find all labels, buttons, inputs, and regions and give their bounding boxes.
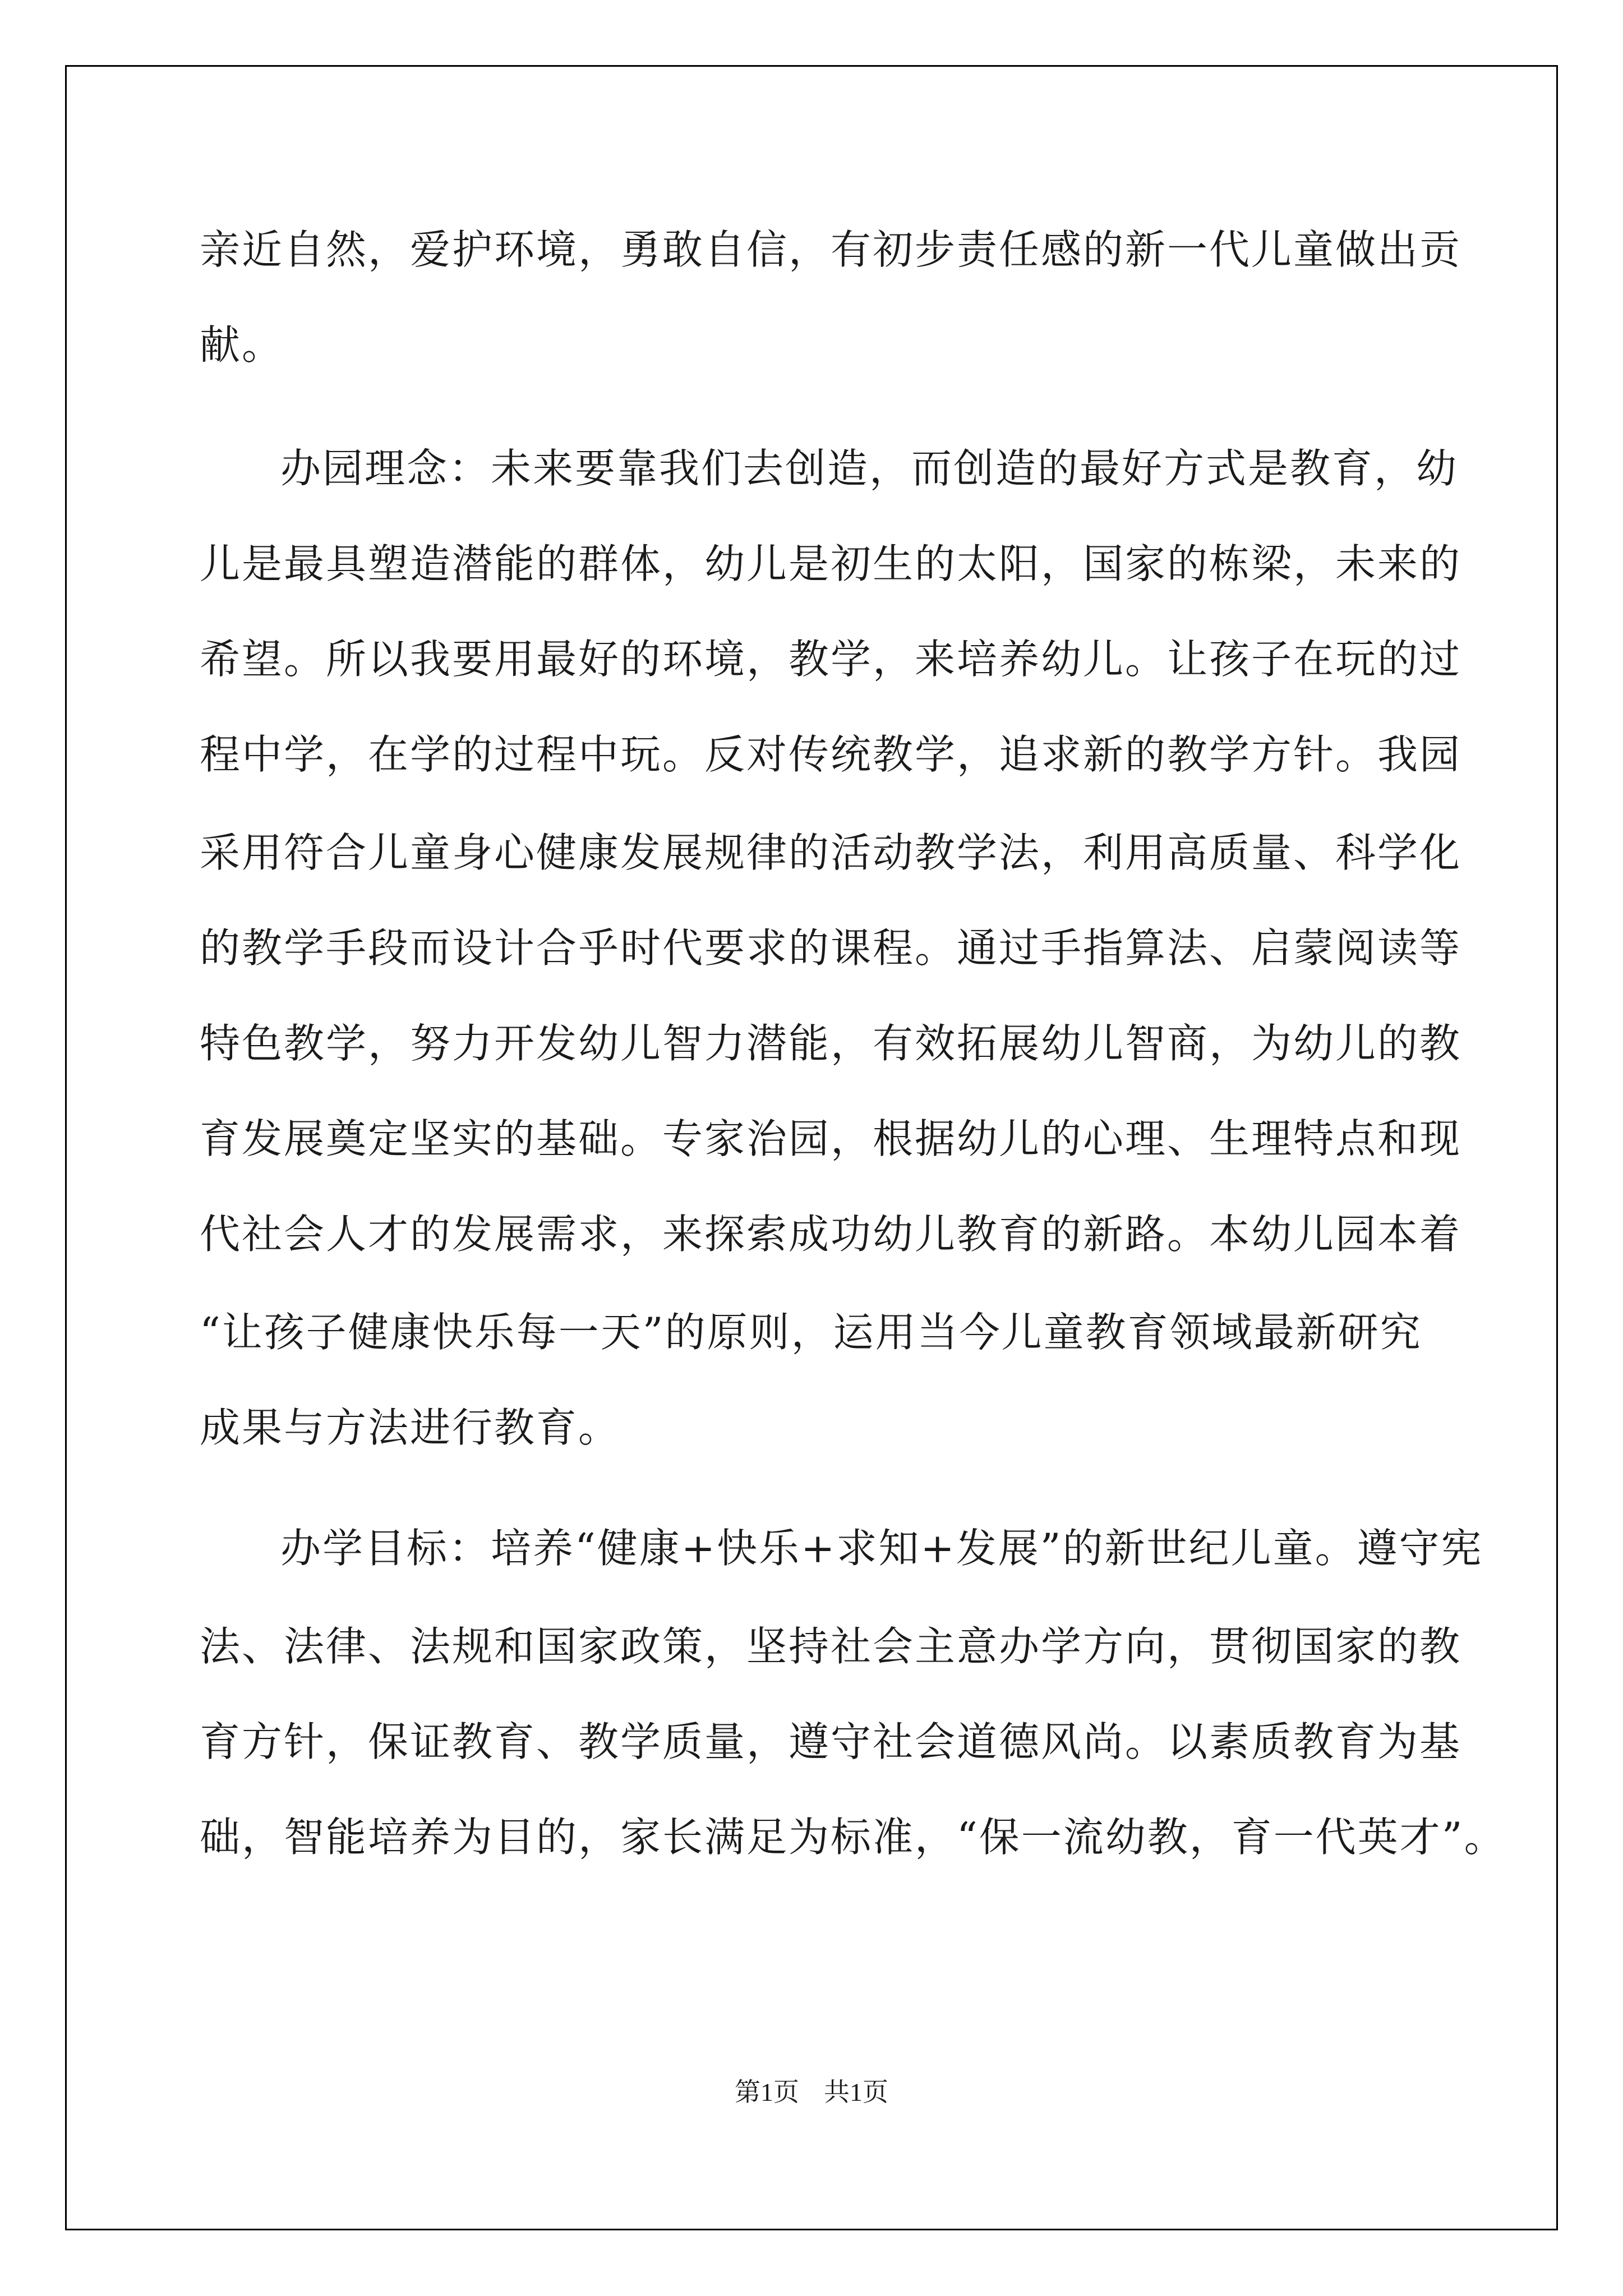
paragraph-line: 亲近自然，爱护环境，勇敢自信，有初步责任感的新一代儿童做出贡: [200, 226, 1462, 273]
paragraph-line: 程中学，在学的过程中玩。反对传统教学，追求新的教学方针。我园: [200, 731, 1462, 778]
paragraph-line: 法、法律、法规和国家政策，坚持社会主意办学方向，贯彻国家的教: [200, 1623, 1462, 1670]
paragraph-line: 采用符合儿童身心健康发展规律的活动教学法，利用高质量、科学化: [200, 829, 1462, 876]
paragraph-line: 育方针，保证教育、教学质量，遵守社会道德风尚。以素质教育为基: [200, 1718, 1462, 1765]
paragraph-line: 的教学手段而设计合乎时代要求的课程。通过手指算法、启蒙阅读等: [200, 924, 1462, 972]
page-footer: [0, 2076, 1623, 2109]
paragraph-line: 办园理念：未来要靠我们去创造，而创造的最好方式是教育，幼: [280, 445, 1459, 492]
page-number: 第1页: [735, 2078, 799, 2106]
paragraph-line: 育发展奠定坚实的基础。专家治园，根据幼儿的心理、生理特点和现: [200, 1115, 1462, 1162]
paragraph-line: 础，智能培养为目的，家长满足为标准，“保一流幼教，育一代英才”。: [200, 1814, 1506, 1861]
paragraph-line: 希望。所以我要用最好的环境，教学，来培养幼儿。让孩子在玩的过: [200, 636, 1462, 683]
paragraph-line: 成果与方法进行教育。: [200, 1404, 621, 1451]
paragraph-line: 代社会人才的发展需求，来探索成功幼儿教育的新路。本幼儿园本着: [200, 1211, 1462, 1258]
paragraph-line: 特色教学，努力开发幼儿智力潜能，有效拓展幼儿智商，为幼儿的教: [200, 1020, 1462, 1067]
page-total: 共1页: [824, 2078, 888, 2106]
paragraph-line: 献。: [200, 321, 284, 369]
paragraph-line: “让孩子健康快乐每一天”的原则，运用当今儿童教育领域最新研究: [200, 1309, 1422, 1356]
paragraph-line: 儿是最具塑造潜能的群体，幼儿是初生的太阳，国家的栋梁，未来的: [200, 540, 1462, 587]
paragraph-line: 办学目标：培养“健康+快乐+求知+发展”的新世纪儿童。遵守宪: [280, 1525, 1483, 1572]
